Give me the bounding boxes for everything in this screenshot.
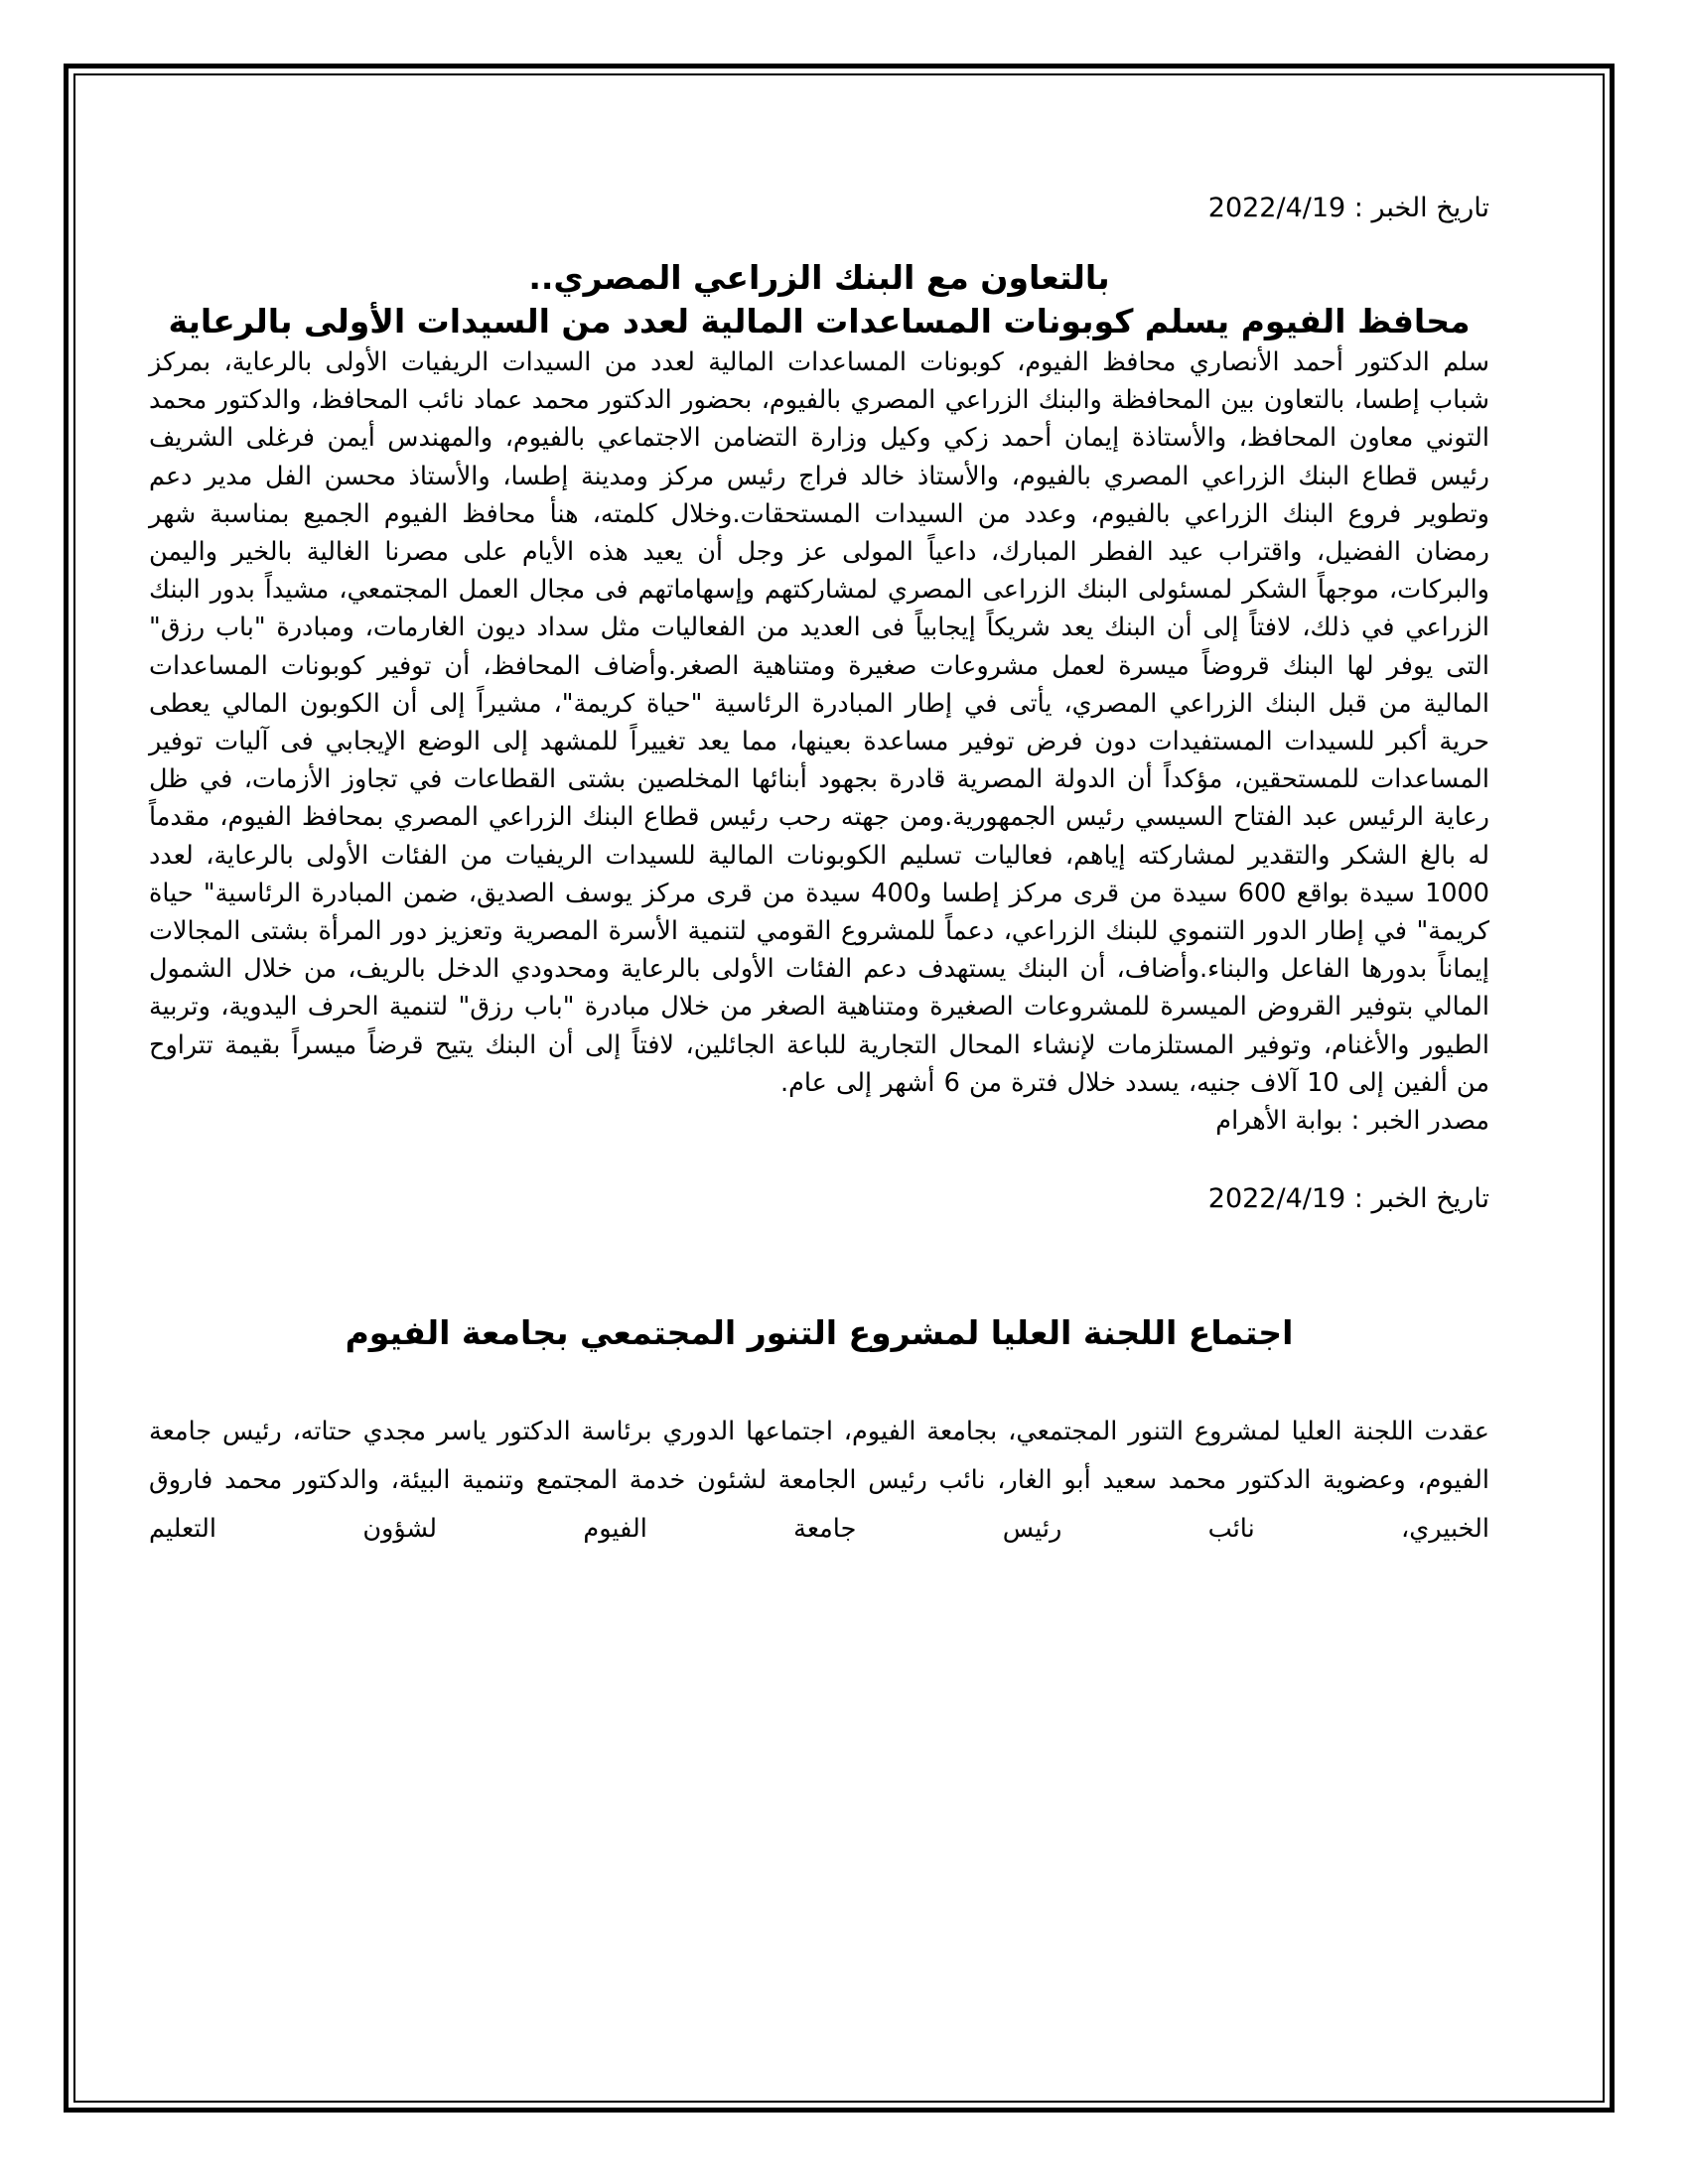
article-date: تاريخ الخبر : 2022/4/19 <box>1207 193 1489 223</box>
article-body: عقدت اللجنة العليا لمشروع التنور المجتمعي، بجامعة الفيوم، اجتماعها الدوري برئاسة الدكتور ياسر مجدي حتاته، رئيس جامعة الفيوم، وعضوية الدكتور محمد سعيد أبو الغار، نائب رئيس الجامعة لشئون خدمة المجتمع وتنمية البيئة، والدكتور محمد فاروق الخبيري، نائب رئيس جامعة الفيوم لشؤون التعليم <box>149 1417 1489 1545</box>
news-article-1 <box>149 189 1489 1140</box>
article-headline: اجتماع اللجنة العليا لمشروع التنور المجتمعي بجامعة الفيوم <box>345 1313 1294 1353</box>
article-body: سلم الدكتور أحمد الأنصاري محافظ الفيوم، كوبونات المساعدات المالية لعدد من السيدات الريفيات الأولى بالرعاية، بمركز شباب إطسا، بالتعاون بين المحافظة والبنك الزراعي المصري بالفيوم، بحضور الدكتور محمد عماد نائب المحافظ، والدكتور محمد التوني معاون المحافظ، والأستاذة إيمان أحمد زكي وكيل وزارة التضامن الاجتماعي بالفيوم، والمهندس أيمن فرغلى الشريف رئيس قطاع البنك الزراعي المصري بالفيوم، والأستاذ خالد فراج رئيس مركز ومدينة إطسا، والأستاذ محسن الفل مدير دعم وتطوير فروع البنك الزراعي بالفيوم، وعدد من السيدات المستحقات.وخلال كلمته، هنأ محافظ الفيوم الجميع بمناسبة شهر رمضان الفضيل، واقتراب عيد الفطر المبارك، داعياً المولى عز وجل أن يعيد هذه الأيام على مصرنا الغالية بالخير واليمن والبركات، موجهاً الشكر لمسئولى البنك الزراعى المصري لمشاركتهم وإسهاماتهم فى مجال العمل المجتمعي، مشيداً بدور البنك الزراعي في ذلك، لافتاً إلى أن البنك يعد شريكاً إيجابياً فى العديد من الفعاليات مثل سداد ديون الغارمات، ومبادرة "باب رزق" التى يوفر لها البنك قروضاً ميسرة لعمل مشروعات صغيرة ومتناهية الصغر.وأضاف المحافظ، أن توفير كوبونات المساعدات المالية من قبل البنك الزراعي المصري، يأتى في إطار المبادرة الرئاسية "حياة كريمة"، مشيراً إلى أن الكوبون المالي يعطى حرية أكبر للسيدات المستفيدات دون فرض توفير مساعدة بعينها، مما يعد تغييراً للمشهد إلى الوضع الإيجابي فى آليات توفير المساعدات للمستحقين، مؤكداً أن الدولة المصرية قادرة بجهود أبنائها المخلصين بشتى القطاعات في تجاوز الأزمات، في ظل رعاية الرئيس عبد الفتاح السيسي رئيس الجمهورية.ومن جهته رحب رئيس قطاع البنك الزراعي المصري بمحافظ الفيوم، مقدماً له بالغ الشكر والتقدير لمشاركته إياهم، فعاليات تسليم الكوبونات المالية للسيدات الريفيات من الفئات الأولى بالرعاية، لعدد 1000 سيدة بواقع 600 سيدة من قرى مركز إطسا و400 سيدة من قرى مركز يوسف الصديق، ضمن المبادرة الرئاسية" حياة كريمة" في إطار الدور التنموي للبنك الزراعي، دعماً للمشروع القومي لتنمية الأسرة المصرية وتعزيز دور المرأة بشتى المجالات إيماناً بدورها الفاعل والبناء.وأضاف، أن البنك يستهدف دعم الفئات الأولى بالرعاية ومحدودي الدخل بالريف، من خلال الشمول المالي بتوفير القروض الميسرة للمشروعات الصغيرة ومتناهية الصغر من خلال مبادرة "باب رزق" لتنمية الحرف اليدوية، وتربية الطيور والأغنام، وتوفير المستلزمات لإنشاء المحال التجارية للباعة الجائلين، لافتاً إلى أن البنك يتيح قرضاً ميسراً بقيمة تتراوح من ألفين إلى 10 آلاف جنيه، يسدد خلال فترة من 6 أشهر إلى عام. <box>149 347 1489 1098</box>
news-article-2 <box>149 1179 1489 1554</box>
article-date: تاريخ الخبر : 2022/4/19 <box>1207 1183 1489 1215</box>
page-content <box>149 189 1489 1554</box>
article-headline-line-1: بالتعاون مع البنك الزراعي المصري.. <box>528 258 1110 297</box>
article-headline-line-2: محافظ الفيوم يسلم كوبونات المساعدات المالية لعدد من السيدات الأولى بالرعاية <box>168 302 1471 341</box>
article-source: مصدر الخبر : بوابة الأهرام <box>1215 1106 1489 1137</box>
